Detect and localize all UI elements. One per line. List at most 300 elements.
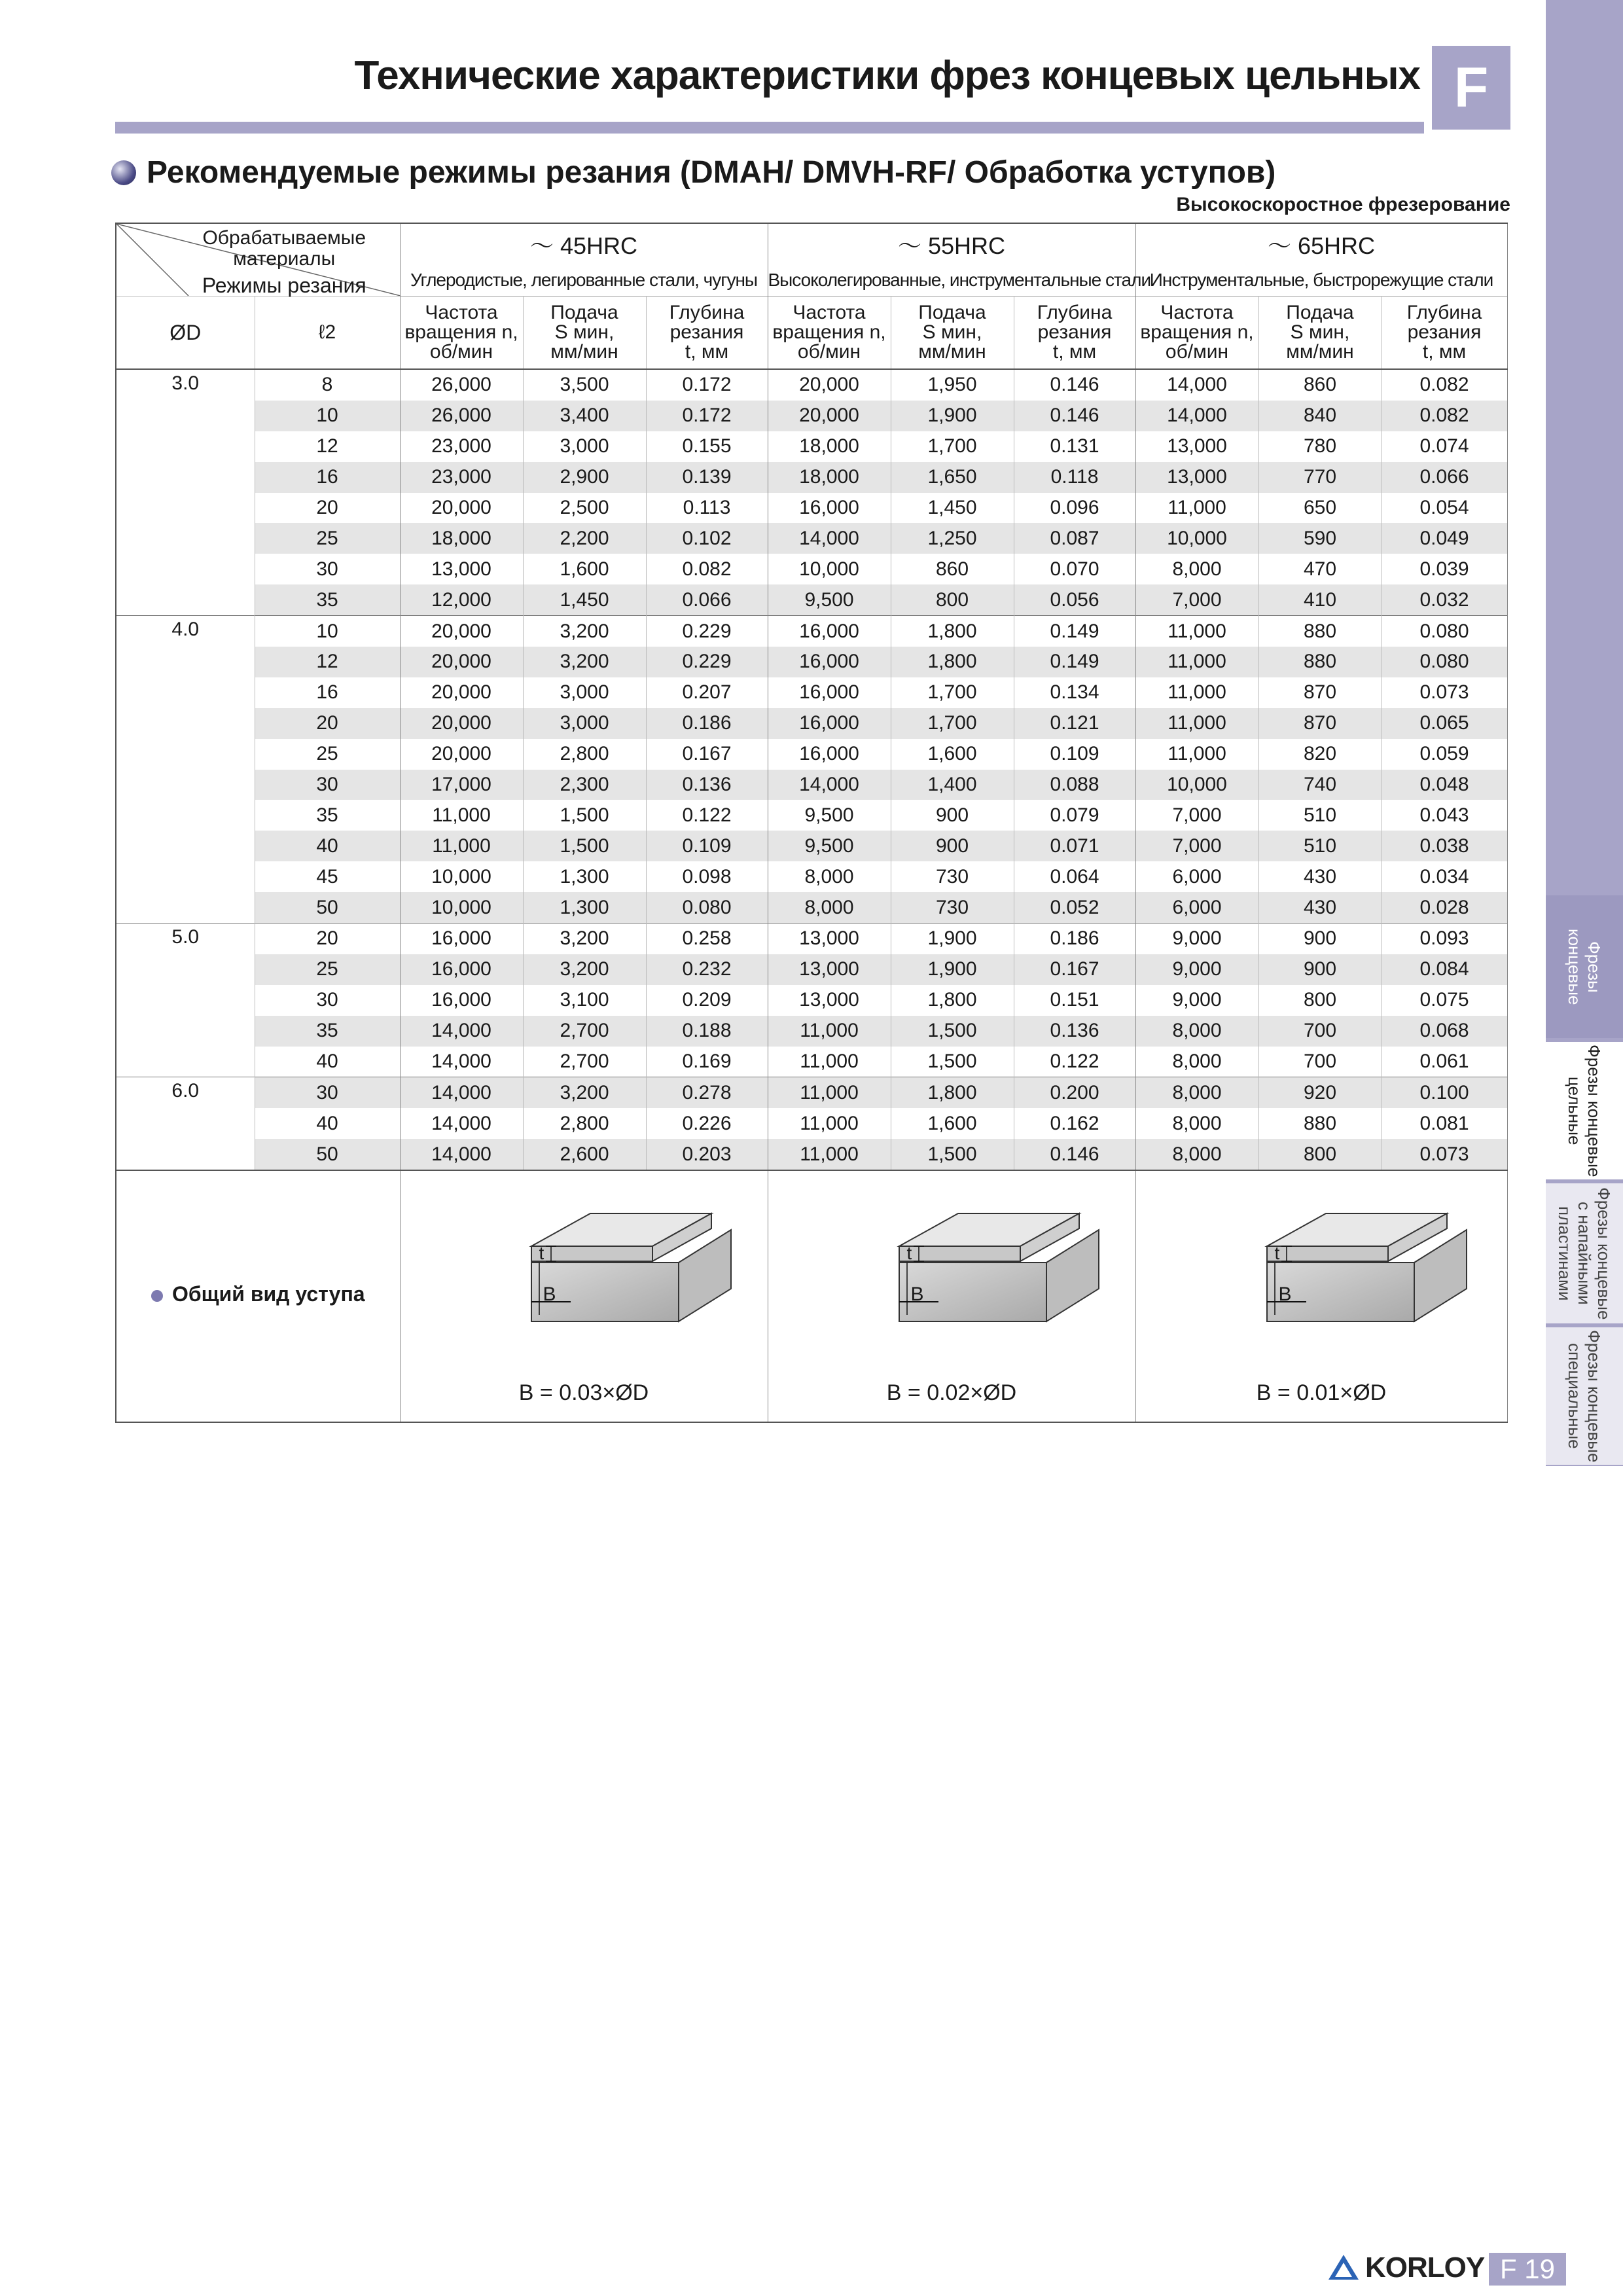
value-cell: 0.049 [1382,523,1507,554]
length-cell: 40 [255,1047,400,1077]
table-row [116,770,1507,800]
illustration-label [116,1282,400,1306]
value-cell: 0.229 [646,616,768,647]
value-cell: 0.162 [1014,1108,1135,1139]
value-cell: 11,000 [768,1077,891,1108]
length-cell: 35 [255,584,400,615]
group-desc-55hrc: Высоколегированные, инструментальные стали [768,264,1135,296]
value-cell: 8,000 [1135,1047,1258,1077]
value-cell: 0.209 [646,985,768,1016]
value-cell: 800 [1258,1139,1382,1170]
value-cell: 3,200 [523,616,646,647]
value-cell: 7,000 [1135,800,1258,831]
value-cell: 0.109 [646,831,768,861]
group-desc-45hrc: Углеродистые, легированные стали, чугуны [400,264,768,296]
value-cell: 20,000 [768,401,891,431]
value-cell: 0.098 [646,861,768,892]
value-cell: 1,700 [891,677,1014,708]
value-cell: 3,200 [523,924,646,954]
value-cell: 880 [1258,616,1382,647]
dimension-t-label: t [906,1243,912,1264]
value-cell: 14,000 [768,523,891,554]
sidebar-tab-brazed-end-mills[interactable] [1546,1183,1623,1323]
step-illustration-cell [1135,1170,1507,1422]
value-cell: 0.155 [646,431,768,462]
column-header: Подача S мин, мм/мин [891,296,1014,370]
value-cell: 3,400 [523,401,646,431]
corner-materials-label: Обрабатываемые материалы [202,227,366,270]
value-cell: 900 [891,831,1014,861]
value-cell: 20,000 [400,493,523,524]
length-cell: 20 [255,708,400,739]
value-cell: 16,000 [768,616,891,647]
length-cell: 25 [255,523,400,554]
length-cell: 8 [255,369,400,401]
value-cell: 730 [891,892,1014,923]
value-cell: 0.167 [1014,954,1135,985]
value-cell: 0.188 [646,1016,768,1047]
value-cell: 0.073 [1382,677,1507,708]
value-cell: 410 [1258,584,1382,615]
value-cell: 8,000 [1135,554,1258,584]
value-cell: 0.093 [1382,924,1507,954]
value-cell: 1,600 [891,739,1014,770]
value-cell: 740 [1258,770,1382,800]
value-cell: 16,000 [400,954,523,985]
table-row [116,369,1507,401]
value-cell: 10,000 [768,554,891,584]
value-cell: 9,000 [1135,924,1258,954]
value-cell: 0.032 [1382,584,1507,615]
column-header: Глубина резания t, мм [1382,296,1507,370]
value-cell: 0.113 [646,493,768,524]
value-cell: 0.082 [646,554,768,584]
brand-name: KORLOY [1365,2251,1485,2284]
value-cell: 16,000 [400,924,523,954]
value-cell: 0.071 [1014,831,1135,861]
length-cell: 20 [255,924,400,954]
length-cell: 16 [255,677,400,708]
value-cell: 0.136 [646,770,768,800]
value-cell: 14,000 [400,1047,523,1077]
group-header-45hrc: ～ 45HRC [400,223,768,264]
value-cell: 1,900 [891,924,1014,954]
value-cell: 1,650 [891,462,1014,493]
table-row [116,647,1507,677]
value-cell: 0.149 [1014,647,1135,677]
sidebar-tab-special-end-mills[interactable] [1546,1327,1623,1465]
step-block-icon [853,1191,1115,1361]
value-cell: 2,800 [523,1108,646,1139]
table-row [116,739,1507,770]
value-cell: 0.074 [1382,431,1507,462]
table-row [116,1047,1507,1077]
value-cell: 8,000 [768,892,891,923]
value-cell: 0.118 [1014,462,1135,493]
value-cell: 10,000 [400,861,523,892]
value-cell: 16,000 [768,739,891,770]
step-width-formula: B = 0.02×ØD [886,1380,1017,1406]
value-cell: 2,600 [523,1139,646,1170]
value-cell: 13,000 [768,924,891,954]
value-cell: 430 [1258,861,1382,892]
table-row [116,462,1507,493]
value-cell: 8,000 [768,861,891,892]
value-cell: 0.056 [1014,584,1135,615]
value-cell: 10,000 [1135,523,1258,554]
illustration-label-cell [116,1170,400,1422]
dimension-t-label: t [539,1243,544,1264]
value-cell: 870 [1258,708,1382,739]
length-cell: 25 [255,739,400,770]
value-cell: 11,000 [1135,708,1258,739]
sidebar-tab-label: Фрезы концевые специальные [1565,1329,1604,1463]
value-cell: 0.068 [1382,1016,1507,1047]
value-cell: 6,000 [1135,892,1258,923]
value-cell: 8,000 [1135,1139,1258,1170]
value-cell: 430 [1258,892,1382,923]
length-cell: 20 [255,493,400,524]
table-row [116,708,1507,739]
value-cell: 20,000 [400,739,523,770]
value-cell: 9,000 [1135,985,1258,1016]
page-title: Технические характеристики фрез концевых цельных [354,53,1420,98]
diameter-cell: 4.0 [116,616,255,924]
length-cell: 16 [255,462,400,493]
step-width-formula: B = 0.01×ØD [1256,1380,1387,1406]
table-row [116,401,1507,431]
table-corner-header [116,223,400,296]
value-cell: 780 [1258,431,1382,462]
section-heading [111,154,1275,190]
value-cell: 0.039 [1382,554,1507,584]
value-cell: 0.059 [1382,739,1507,770]
value-cell: 1,300 [523,892,646,923]
table-row [116,1139,1507,1170]
value-cell: 0.229 [646,647,768,677]
value-cell: 0.038 [1382,831,1507,861]
value-cell: 2,700 [523,1047,646,1077]
value-cell: 0.064 [1014,861,1135,892]
value-cell: 14,000 [1135,369,1258,401]
value-cell: 11,000 [768,1139,891,1170]
value-cell: 0.109 [1014,739,1135,770]
value-cell: 700 [1258,1047,1382,1077]
value-cell: 8,000 [1135,1108,1258,1139]
value-cell: 0.122 [1014,1047,1135,1077]
value-cell: 0.052 [1014,892,1135,923]
value-cell: 900 [1258,954,1382,985]
value-cell: 2,300 [523,770,646,800]
cutting-conditions-table [115,223,1508,1423]
value-cell: 880 [1258,1108,1382,1139]
dot-bullet-icon [151,1290,163,1302]
value-cell: 0.146 [1014,401,1135,431]
value-cell: 11,000 [768,1047,891,1077]
value-cell: 8,000 [1135,1016,1258,1047]
value-cell: 0.088 [1014,770,1135,800]
length-cell: 35 [255,1016,400,1047]
value-cell: 11,000 [400,831,523,861]
column-header: Подача S мин, мм/мин [523,296,646,370]
value-cell: 9,000 [1135,954,1258,985]
title-underline [115,122,1424,134]
value-cell: 3,000 [523,708,646,739]
korloy-logo-icon [1327,2253,1360,2282]
value-cell: 11,000 [768,1108,891,1139]
value-cell: 13,000 [1135,462,1258,493]
value-cell: 7,000 [1135,584,1258,615]
value-cell: 7,000 [1135,831,1258,861]
value-cell: 0.149 [1014,616,1135,647]
value-cell: 0.066 [646,584,768,615]
table-row [116,861,1507,892]
table-row [116,584,1507,615]
length-cell: 40 [255,1108,400,1139]
value-cell: 0.172 [646,369,768,401]
value-cell: 18,000 [768,431,891,462]
value-cell: 510 [1258,800,1382,831]
value-cell: 0.139 [646,462,768,493]
value-cell: 16,000 [768,493,891,524]
length-cell: 50 [255,1139,400,1170]
value-cell: 11,000 [1135,677,1258,708]
value-cell: 16,000 [768,708,891,739]
value-cell: 1,250 [891,523,1014,554]
value-cell: 1,500 [891,1139,1014,1170]
length-cell: 40 [255,831,400,861]
diameter-cell: 3.0 [116,369,255,616]
value-cell: 0.258 [646,924,768,954]
value-cell: 0.075 [1382,985,1507,1016]
value-cell: 0.203 [646,1139,768,1170]
value-cell: 14,000 [400,1016,523,1047]
table-row [116,1016,1507,1047]
value-cell: 510 [1258,831,1382,861]
value-cell: 0.080 [1382,647,1507,677]
length-cell: 30 [255,985,400,1016]
value-cell: 0.136 [1014,1016,1135,1047]
value-cell: 0.079 [1014,800,1135,831]
value-cell: 1,900 [891,954,1014,985]
value-cell: 8,000 [1135,1077,1258,1108]
value-cell: 0.034 [1382,861,1507,892]
length-cell: 35 [255,800,400,831]
value-cell: 0.232 [646,954,768,985]
value-cell: 3,200 [523,647,646,677]
value-cell: 20,000 [400,647,523,677]
table-row [116,1108,1507,1139]
sidebar-tab-label: Фрезы концевые с напайными пластинами [1555,1187,1614,1320]
value-cell: 0.070 [1014,554,1135,584]
value-cell: 800 [1258,985,1382,1016]
value-cell: 1,600 [891,1108,1014,1139]
value-cell: 20,000 [400,616,523,647]
value-cell: 0.084 [1382,954,1507,985]
dimension-b-label: B [1278,1283,1292,1306]
value-cell: 0.167 [646,739,768,770]
value-cell: 11,000 [1135,493,1258,524]
group-header-55hrc: ～ 55HRC [768,223,1135,264]
table-row [116,1077,1507,1108]
sidebar-tab-label: Фрезы концевые [1565,928,1604,1005]
value-cell: 14,000 [400,1077,523,1108]
value-cell: 16,000 [768,647,891,677]
value-cell: 590 [1258,523,1382,554]
sidebar-tab-label: Фрезы концевые цельные [1565,1044,1604,1177]
column-header: Частота вращения n, об/мин [400,296,523,370]
value-cell: 2,200 [523,523,646,554]
value-cell: 0.200 [1014,1077,1135,1108]
value-cell: 26,000 [400,369,523,401]
value-cell: 11,000 [400,800,523,831]
value-cell: 470 [1258,554,1382,584]
value-cell: 860 [1258,369,1382,401]
value-cell: 1,600 [523,554,646,584]
value-cell: 0.100 [1382,1077,1507,1108]
value-cell: 1,800 [891,616,1014,647]
value-cell: 730 [891,861,1014,892]
value-cell: 20,000 [400,708,523,739]
dimension-b-label: B [543,1283,556,1306]
length-cell: 12 [255,647,400,677]
value-cell: 1,950 [891,369,1014,401]
value-cell: 860 [891,554,1014,584]
value-cell: 3,100 [523,985,646,1016]
length-cell: 25 [255,954,400,985]
value-cell: 1,500 [891,1016,1014,1047]
illustration-label-text: Общий вид уступа [171,1282,365,1306]
value-cell: 0.278 [646,1077,768,1108]
value-cell: 11,000 [1135,616,1258,647]
value-cell: 20,000 [400,677,523,708]
value-cell: 920 [1258,1077,1382,1108]
step-block-icon [1221,1191,1483,1361]
value-cell: 1,800 [891,647,1014,677]
value-cell: 3,200 [523,954,646,985]
value-cell: 0.073 [1382,1139,1507,1170]
value-cell: 18,000 [768,462,891,493]
value-cell: 13,000 [400,554,523,584]
value-cell: 650 [1258,493,1382,524]
value-cell: 9,500 [768,831,891,861]
value-cell: 0.043 [1382,800,1507,831]
value-cell: 770 [1258,462,1382,493]
sphere-bullet-icon [111,160,136,185]
value-cell: 0.082 [1382,369,1507,401]
value-cell: 2,800 [523,739,646,770]
value-cell: 3,500 [523,369,646,401]
value-cell: 1,300 [523,861,646,892]
value-cell: 0.151 [1014,985,1135,1016]
step-block-icon [486,1191,747,1361]
value-cell: 0.080 [646,892,768,923]
value-cell: 3,000 [523,431,646,462]
step-illustration-cell [400,1170,768,1422]
value-cell: 16,000 [768,677,891,708]
table-row [116,954,1507,985]
value-cell: 0.169 [646,1047,768,1077]
value-cell: 10,000 [400,892,523,923]
value-cell: 1,450 [523,584,646,615]
value-cell: 0.172 [646,401,768,431]
value-cell: 0.096 [1014,493,1135,524]
value-cell: 0.122 [646,800,768,831]
value-cell: 870 [1258,677,1382,708]
value-cell: 9,500 [768,584,891,615]
value-cell: 880 [1258,647,1382,677]
value-cell: 0.087 [1014,523,1135,554]
value-cell: 17,000 [400,770,523,800]
length-cell: 30 [255,1077,400,1108]
value-cell: 14,000 [768,770,891,800]
value-cell: 0.081 [1382,1108,1507,1139]
step-illustration-cell [768,1170,1135,1422]
value-cell: 13,000 [768,985,891,1016]
value-cell: 0.065 [1382,708,1507,739]
value-cell: 0.061 [1382,1047,1507,1077]
value-cell: 700 [1258,1016,1382,1047]
length-cell: 10 [255,616,400,647]
value-cell: 3,000 [523,677,646,708]
sidebar-tab-end-mills[interactable] [1546,895,1623,1038]
value-cell: 0.146 [1014,1139,1135,1170]
table-row [116,800,1507,831]
dimension-b-label: B [910,1283,924,1306]
value-cell: 0.066 [1382,462,1507,493]
length-cell: 12 [255,431,400,462]
value-cell: 13,000 [768,954,891,985]
length-header: ℓ2 [255,296,400,370]
value-cell: 840 [1258,401,1382,431]
value-cell: 1,500 [891,1047,1014,1077]
value-cell: 1,800 [891,985,1014,1016]
value-cell: 1,400 [891,770,1014,800]
value-cell: 800 [891,584,1014,615]
value-cell: 0.207 [646,677,768,708]
value-cell: 1,500 [523,800,646,831]
sidebar-tab-solid-end-mills[interactable] [1546,1042,1623,1179]
value-cell: 0.048 [1382,770,1507,800]
page-number: F 19 [1489,2253,1566,2286]
column-header: Глубина резания t, мм [646,296,768,370]
value-cell: 0.028 [1382,892,1507,923]
value-cell: 0.146 [1014,369,1135,401]
value-cell: 2,500 [523,493,646,524]
group-header-65hrc: ～ 65HRC [1135,223,1507,264]
value-cell: 14,000 [400,1139,523,1170]
diameter-cell: 6.0 [116,1077,255,1170]
value-cell: 0.102 [646,523,768,554]
value-cell: 13,000 [1135,431,1258,462]
diameter-header: ØD [116,296,255,370]
value-cell: 20,000 [768,369,891,401]
table-row [116,831,1507,861]
group-desc-65hrc: Инструментальные, быстрорежущие стали [1135,264,1507,296]
table-row [116,985,1507,1016]
value-cell: 23,000 [400,462,523,493]
section-letter-badge: F [1432,46,1510,130]
value-cell: 1,500 [523,831,646,861]
value-cell: 3,200 [523,1077,646,1108]
value-cell: 1,700 [891,708,1014,739]
value-cell: 26,000 [400,401,523,431]
value-cell: 0.186 [646,708,768,739]
length-cell: 45 [255,861,400,892]
value-cell: 0.131 [1014,431,1135,462]
table-row [116,616,1507,647]
table-row [116,431,1507,462]
